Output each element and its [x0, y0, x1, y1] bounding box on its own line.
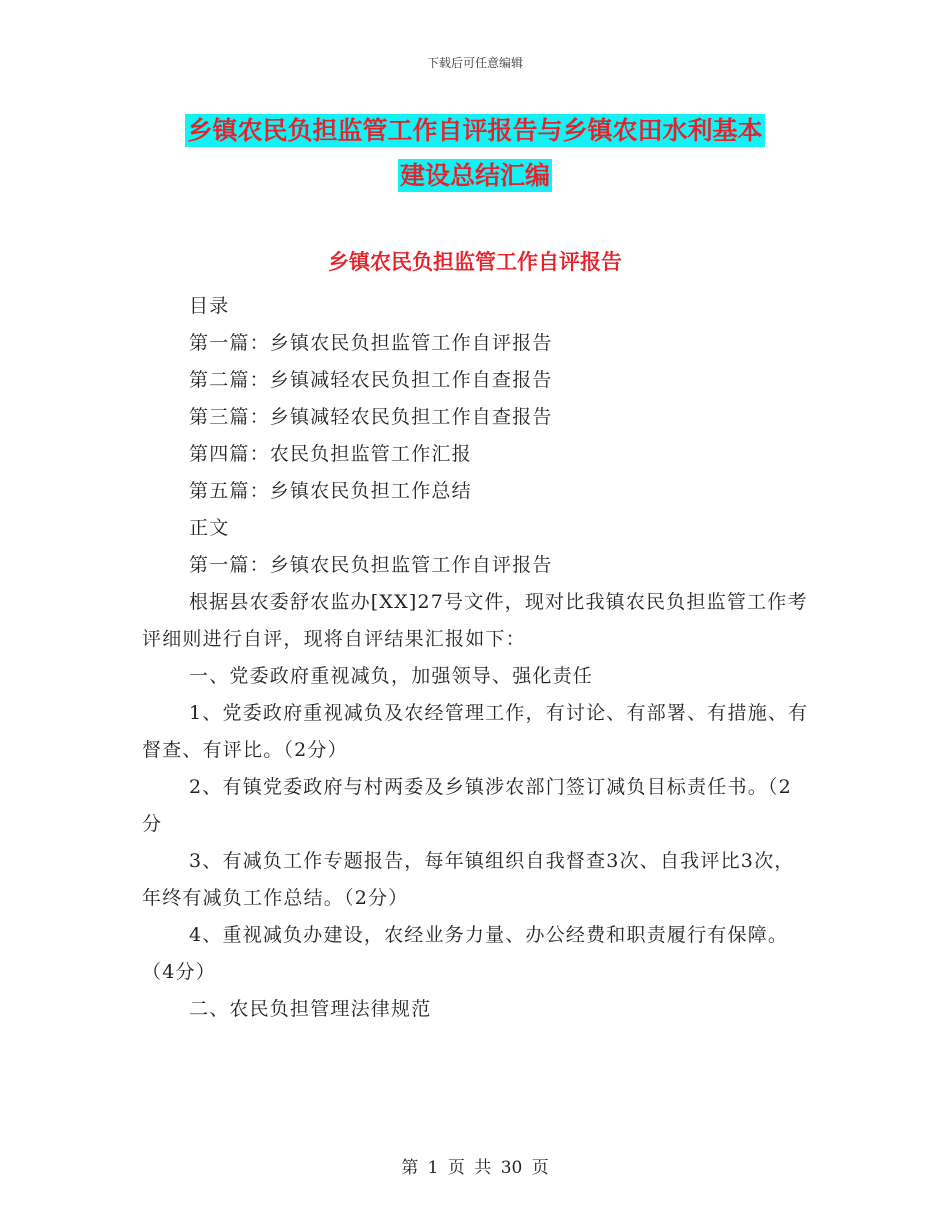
paragraph-section-2: 二、农民负担管理法律规范: [189, 998, 432, 1020]
document-title-line-1: 乡镇农民负担监管工作自评报告与乡镇农田水利基本: [187, 116, 763, 145]
paragraph-section-1: 一、党委政府重视减负，加强领导、强化责任: [189, 665, 594, 687]
paragraph-item-2: 2、有镇党委政府与村两委及乡镇涉农部门签订减负目标责任书。（2分: [142, 776, 792, 835]
toc-item-3: 第三篇：乡镇减轻农民负担工作自查报告: [189, 406, 553, 428]
document-title: [0, 108, 950, 198]
toc-heading: 目录: [189, 295, 230, 317]
paragraph-intro: 根据县农委舒农监办[XX]27号文件，现对比我镇农民负担监管工作考评细则进行自评，现将自评结果汇报如下：: [142, 591, 808, 650]
paragraph-item-4: 4、重视减负办建设，农经业务力量、办公经费和职责履行有保障。（4分）: [142, 924, 789, 983]
paragraph-item-1: 1、党委政府重视减负及农经管理工作，有讨论、有部署、有措施、有督查、有评比。（2分）: [142, 702, 809, 761]
page-number-footer: 第 1 页 共 30 页: [401, 1158, 549, 1178]
toc-item-4: 第四篇：农民负担监管工作汇报: [189, 443, 472, 465]
document-body: [142, 288, 812, 1028]
body-heading: 正文: [189, 517, 230, 539]
toc-item-1: 第一篇：乡镇农民负担监管工作自评报告: [189, 332, 553, 354]
chapter-title: 第一篇：乡镇农民负担监管工作自评报告: [189, 554, 553, 576]
toc-item-2: 第二篇：乡镇减轻农民负担工作自查报告: [189, 369, 553, 391]
toc-item-5: 第五篇：乡镇农民负担工作总结: [189, 480, 472, 502]
section-title: 乡镇农民负担监管工作自评报告: [328, 250, 622, 274]
paragraph-item-3: 3、有减负工作专题报告，每年镇组织自我督查3次、自我评比3次，年终有减负工作总结。（2分）: [142, 850, 795, 909]
header-note: 下载后可任意编辑: [426, 56, 523, 70]
document-title-line-2: 建设总结汇编: [399, 161, 550, 190]
